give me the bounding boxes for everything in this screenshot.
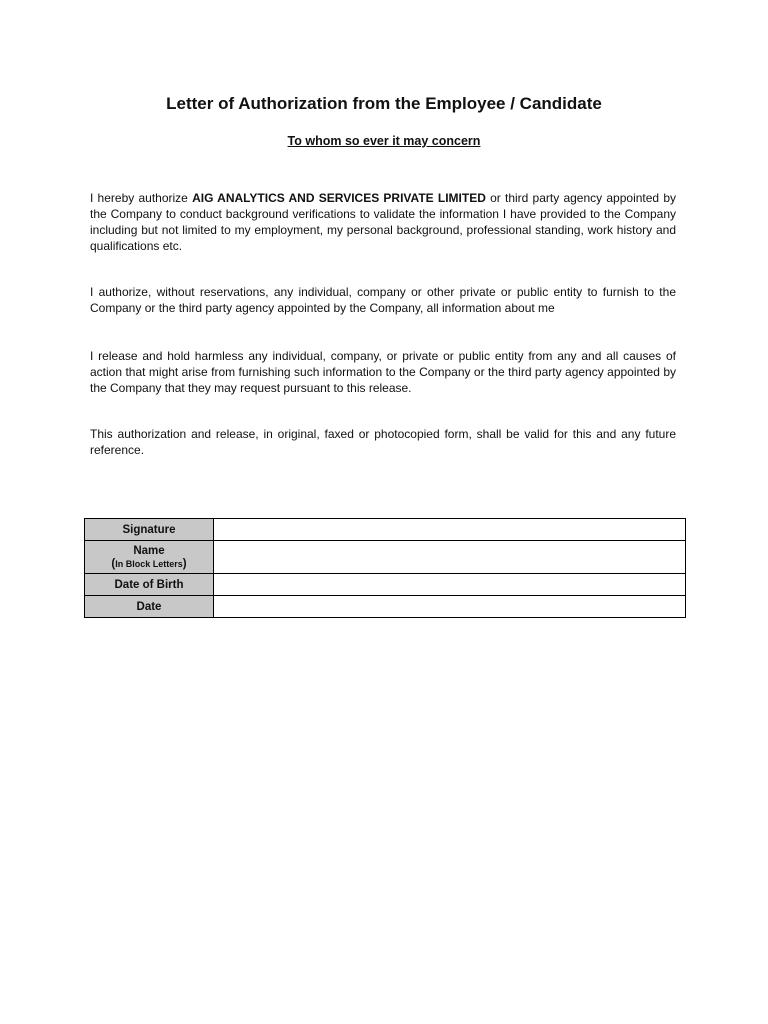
date-of-birth-label: Date of Birth [85, 574, 214, 596]
name-sublabel [85, 558, 213, 571]
table-row [85, 519, 686, 541]
paragraph-validity: This authorization and release, in original, faxed or photocopied form, shall be valid for this and any future reference. [90, 427, 676, 457]
company-name: AIG ANALYTICS AND SERVICES PRIVATE LIMITED [192, 191, 486, 205]
signature-label: Signature [85, 519, 214, 541]
name-label: Name [133, 544, 165, 557]
salutation: To whom so ever it may concern [287, 134, 481, 148]
paragraph-furnish-info: I authorize, without reservations, any individual, company or other private or public entity to furnish to the Company or the third party agency appointed by the Company, all information about me [90, 285, 676, 315]
table-row [85, 574, 686, 596]
table-row [85, 541, 686, 574]
document-title: Letter of Authorization from the Employee / Candidate [166, 94, 602, 113]
letter-body [90, 190, 676, 488]
table-row [85, 596, 686, 618]
name-sublabel-text: In Block Letters [115, 558, 183, 569]
date-field[interactable] [214, 596, 686, 618]
name-label-cell [85, 541, 214, 574]
signature-form-table [84, 518, 686, 618]
paragraph-release: I release and hold harmless any individual, company, or private or public entity from any and all causes of action that might arise from furnishing such information to the Company or the third party agency appointed by the Company that they may request pursuant to this release. [90, 349, 676, 395]
paragraph-authorization [90, 190, 676, 254]
name-sublabel-open: ( [111, 557, 116, 570]
date-label: Date [85, 596, 214, 618]
paragraph-1-intro: I hereby authorize [90, 191, 193, 205]
date-of-birth-field[interactable] [214, 574, 686, 596]
name-sublabel-close: ) [182, 557, 187, 570]
signature-field[interactable] [214, 519, 686, 541]
paragraph-1-rest: or third party agency appointed by the Company to conduct background verifications to validate the information I have provided to the Company including but not limited to my employment, my personal background, professional standing, work history and qualifications etc. [90, 191, 676, 253]
name-field[interactable] [214, 541, 686, 574]
